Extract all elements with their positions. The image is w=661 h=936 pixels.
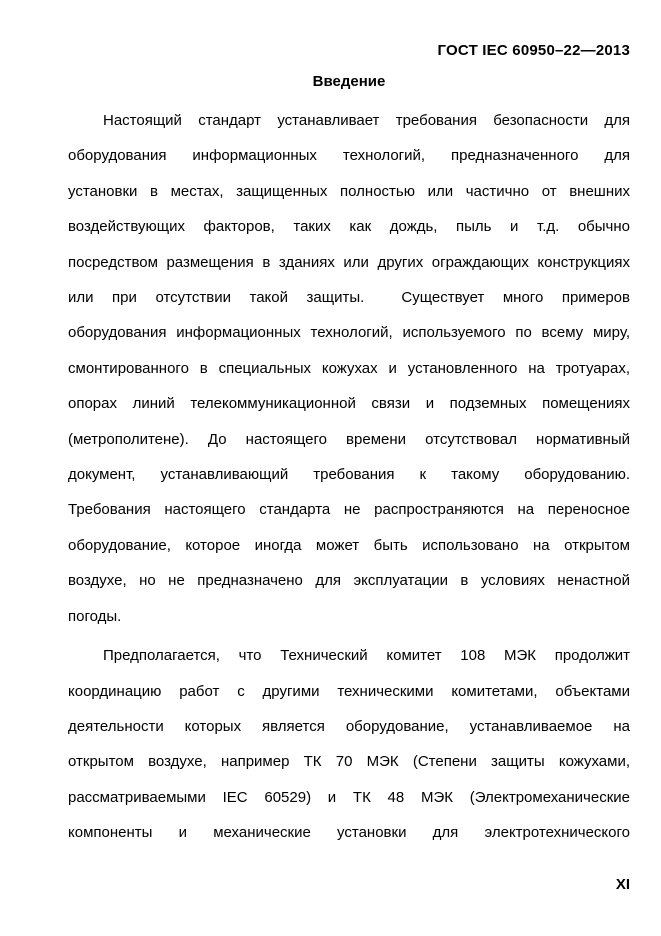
text-line: компоненты и механические установки для электротехнического	[68, 824, 630, 842]
text-line: открытом воздухе, например ТК 70 МЭК (Степени защиты кожухами,	[68, 753, 630, 771]
text-line: (метрополитене). До настоящего времени отсутствовал нормативный	[68, 430, 630, 448]
text-line: Настоящий стандарт устанавливает требования безопасности для	[103, 112, 630, 129]
paragraph	[68, 103, 630, 634]
doc-number-header: ГОСТ IEC 60950–22—2013	[437, 42, 630, 59]
text-line: или при отсутствии такой защиты. Существует много примеров	[68, 289, 630, 307]
text-line: документ, устанавливающий требования к такому оборудованию.	[68, 466, 630, 484]
page-number: XI	[615, 876, 630, 893]
text-line: координацию работ с другими техническими комитетами, объектами	[68, 682, 630, 700]
text-line: погоды.	[68, 607, 122, 625]
text-line: установки в местах, защищенных полностью или частично от внешних	[68, 182, 630, 200]
text-line: воздействующих факторов, таких как дождь, пыль и т.д. обычно	[68, 218, 630, 236]
text-line: опорах линий телекоммуникационной связи и подземных помещениях	[68, 395, 630, 413]
text-line: воздухе, но не предназначено для эксплуатации в условиях ненастной	[68, 572, 630, 590]
text-line: рассматриваемыми IEC 60529) и ТК 48 МЭК (Электромеханические	[68, 788, 630, 806]
paragraph	[68, 638, 630, 850]
text-line: оборудование, которое иногда может быть использовано на открытом	[68, 536, 630, 554]
text-line: деятельности которых является оборудование, устанавливаемое на	[68, 717, 630, 735]
text-line: оборудования информационных технологий, предназначенного для	[68, 147, 630, 165]
text-line: оборудования информационных технологий, используемого по всему миру,	[68, 324, 630, 342]
text-line: посредством размещения в зданиях или других ограждающих конструкциях	[68, 253, 630, 271]
text-line: Предполагается, что Технический комитет 108 МЭК продолжит	[103, 647, 630, 665]
body-text	[68, 103, 630, 851]
text-line: смонтированного в специальных кожухах и установленного на тротуарах,	[68, 359, 630, 377]
section-title: Введение	[312, 73, 386, 90]
text-line: Требования настоящего стандарта не распространяются на переносное	[68, 501, 630, 519]
